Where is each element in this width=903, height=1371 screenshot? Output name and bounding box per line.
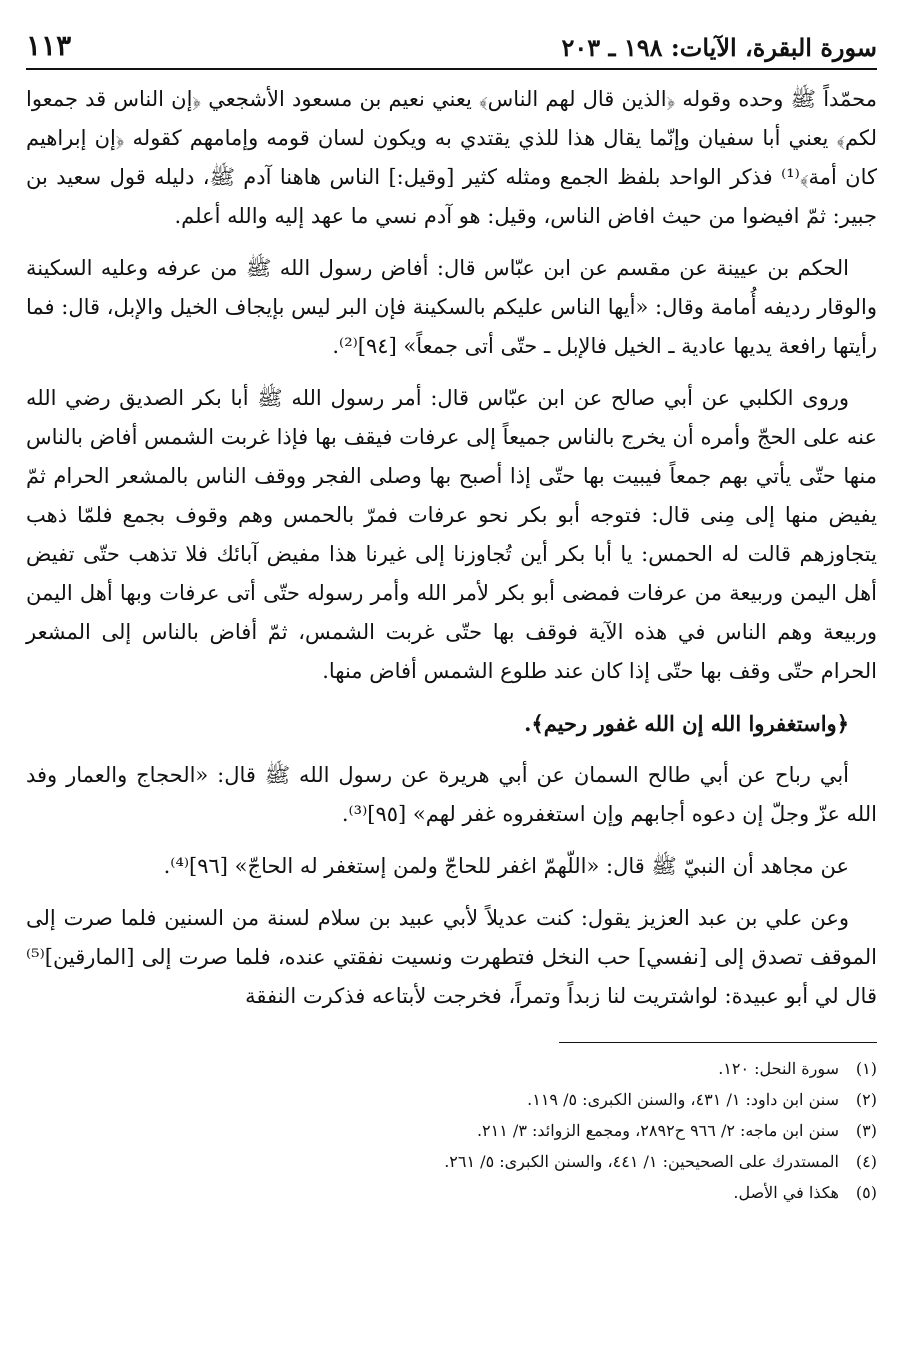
footnote-text: سنن ابن ماجه: ٢/ ٩٦٦ ح٢٨٩٢، ومجمع الزوائد: ٣/ ٢١١. (476, 1121, 839, 1140)
footnote-text: سورة النحل: ١٢٠. (718, 1059, 839, 1078)
footnote-number: (٤) (855, 1152, 877, 1171)
footnote-number: (٥) (855, 1183, 877, 1202)
footnote (26, 1053, 877, 1084)
verse-heading: ﴿واستغفروا الله إن الله غفور رحيم﴾. (524, 711, 849, 736)
footnotes (26, 1053, 877, 1208)
paragraph-5: عن مجاهد أن النبيّ ﷺ قال: «اللّهمّ اغفر للحاجّ ولمن إستغفر له الحاجّ» [٩٦]⁽⁴⁾. (163, 854, 849, 878)
main-text (26, 80, 877, 1016)
footnote-separator-wrap (26, 1042, 877, 1043)
book-page (26, 22, 877, 1352)
paragraph-2: الحكم بن عيينة عن مقسم عن ابن عبّاس قال: أفاض رسول الله ﷺ من عرفه وعليه السكينة والوقار رديفه أُمامة وقال: «أيها الناس عليكم بالسكينة فإن البر ليس بإيجاف الخيل والإبل، قال: فما رأيتها رافعة يديها عادية ـ الخيل فالإبل ـ حتّى أتى جمعاً» [٩٤]⁽²⁾. (26, 256, 877, 358)
footnote-number: (١) (855, 1059, 877, 1078)
footnote-number: (٣) (855, 1121, 877, 1140)
footnote (26, 1115, 877, 1146)
page-number: ١١٣ (26, 29, 72, 62)
footnote (26, 1146, 877, 1177)
paragraph-1: محمّداً ﷺ وحده وقوله ﴿الذين قال لهم الناس﴾ يعني نعيم بن مسعود الأشجعي ﴿إن الناس قد جمعوا لكم﴾ يعني أبا سفيان وإنّما يقال هذا للذي يقتدي به ويكون لسان قومه وإمامهم كقوله ﴿إن إبراهيم كان أمة﴾⁽¹⁾ فذكر الواحد بلفظ الجمع ومثله كثير [وقيل:] الناس هاهنا آدم ﷺ، دليله قول سعيد بن جبير: ثمّ افيضوا من حيث افاض الناس، وقيل: هو آدم نسي ما عهد إليه والله أعلم. (26, 87, 877, 228)
paragraph-3: وروى الكلبي عن أبي صالح عن ابن عبّاس قال: أمر رسول الله ﷺ أبا بكر الصديق رضي الله عنه على الحجّ وأمره أن يخرج بالناس جميعاً إلى عرفات فيقف بها فإذا غربت الشمس أفاض بالناس منها حتّى يأتي بهم جمعاً فيبيت بها حتّى إذا أصبح بها وصلى الفجر ووقف الناس بالمشعر الحرام ثمّ يفيض منها إلى مِنى قال: فتوجه أبو بكر نحو عرفات فمرّ بالحمس وهم وقوف بجمع فلمّا ذهب يتجاوزهم قالت له الحمس: يا أبا بكر أين تُجاوزنا إلى غيرنا هذا مفيض آبائك فلا تذهب حتّى تفيض أهل اليمن وربيعة من عرفات فمضى أبو بكر لأمر الله وأمر رسوله حتّى أتى عرفات وبها أهل اليمن وربيعة وهم الناس في هذه الآية فوقف بها حتّى غربت الشمس، ثمّ أفاض بالناس إلى المشعر الحرام حتّى وقف بها حتّى إذا كان عند طلوع الشمس أفاض منها. (26, 386, 877, 683)
footnote-number: (٢) (855, 1090, 877, 1109)
footnote (26, 1177, 877, 1208)
footnote-text: هكذا في الأصل. (733, 1183, 839, 1202)
running-header (26, 22, 877, 70)
paragraph-6: وعن علي بن عبد العزيز يقول: كنت عديلاً لأبي عبيد بن سلام لسنة من السنين فلما صرت إلى الموقف تصدق إلى [نفسي] حب النخل فتطهرت ونسيت نفقتي عنده، فلما صرت إلى [المارقين]⁽⁵⁾ قال لي أبو عبيدة: لواشتريت لنا زبداً وتمراً، فخرجت لأبتاعه فذكرت النفقة (26, 906, 877, 1008)
footnote-separator (559, 1042, 877, 1043)
running-title: سورة البقرة، الآيات: ١٩٨ ـ ٢٠٣ (561, 33, 877, 62)
paragraph-4: أبي رباح عن أبي طالح السمان عن أبي هريرة عن رسول الله ﷺ قال: «الحجاج والعمار وفد الله عزّ وجلّ إن دعوه أجابهم وإن استغفروه غفر لهم» [٩٥]⁽³⁾. (26, 763, 877, 826)
footnote (26, 1084, 877, 1115)
footnote-text: سنن ابن داود: ١/ ٤٣١، والسنن الكبرى: ٥/ ١١٩. (527, 1090, 839, 1109)
footnote-text: المستدرك على الصحيحين: ١/ ٤٤١، والسنن الكبرى: ٥/ ٢٦١. (444, 1152, 839, 1171)
